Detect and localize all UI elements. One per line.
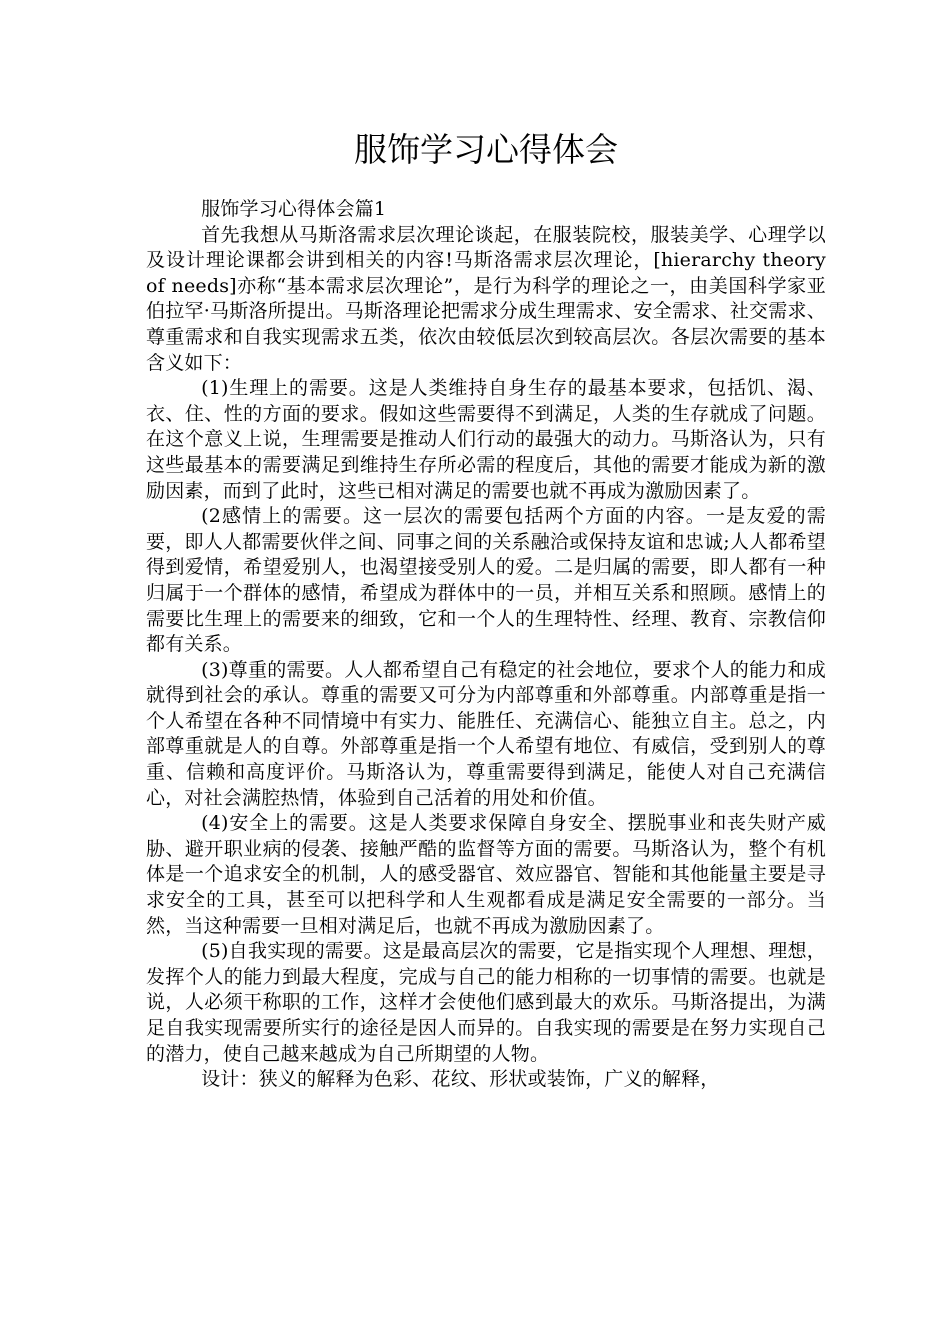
paragraph-esteem-needs: (3)尊重的需要。人人都希望自己有稳定的社会地位，要求个人的能力和成就得到社会的承认。尊重的需要又可分为内部尊重和外部尊重。内部尊重是指一个人希望在各种不同情境中有实力、能胜任、充满信心、能独立自主。总之，内部尊重就是人的自尊。外部尊重是指一个人希望有地位、有威信，受到别人的尊重、信赖和高度评价。马斯洛认为，尊重需要得到满足，能使人对自己充满信心，对社会满腔热情，体验到自己活着的用处和价值。 (146, 658, 826, 809)
paragraph-design: 设计：狭义的解释为色彩、花纹、形状或装饰，广义的解释， (201, 1068, 720, 1091)
document-page (146, 128, 826, 1093)
section-heading: 服饰学习心得体会篇1 (201, 198, 387, 220)
paragraph-physiological-needs: (1)生理上的需要。这是人类维持自身生存的最基本要求，包括饥、渴、衣、住、性的方面的要求。假如这些需要得不到满足，人类的生存就成了问题。在这个意义上说，生理需要是推动人们行动的最强大的动力。马斯洛认为，只有这些最基本的需要满足到维持生存所必需的程度后，其他的需要才能成为新的激励因素，而到了此时，这些已相对满足的需要也就不再成为激励因素了。 (146, 377, 826, 502)
paragraph-intro: 首先我想从马斯洛需求层次理论谈起，在服装院校，服装美学、心理学以及设计理论课都会讲到相关的内容!马斯洛需求层次理论，[hierarchy theory of needs]亦称“基本需求层次理论”，是行为科学的理论之一，由美国科学家亚伯拉罕·马斯洛所提出。马斯洛理论把需求分成生理需求、安全需求、社交需求、尊重需求和自我实现需求五类，依次由较低层次到较高层次。各层次需要的基本含义如下： (146, 223, 826, 374)
paragraph-self-actualization-needs: (5)自我实现的需要。这是最高层次的需要，它是指实现个人理想、理想，发挥个人的能力到最大程度，完成与自己的能力相称的一切事情的需要。也就是说，人必须干称职的工作，这样才会使他们感到最大的欢乐。马斯洛提出，为满足自我实现需要所实行的途径是因人而异的。自我实现的需要是在努力实现自己的潜力，使自己越来越成为自己所期望的人物。 (146, 940, 826, 1065)
paragraph-emotional-needs: (2感情上的需要。这一层次的需要包括两个方面的内容。一是友爱的需要，即人人都需要伙伴之间、同事之间的关系融洽或保持友谊和忠诚;人人都希望得到爱情，希望爱别人，也渴望接受别人的爱。二是归属的需要，即人都有一种归属于一个群体的感情，希望成为群体中的一员，并相互关系和照顾。感情上的需要比生理上的需要来的细致，它和一个人的生理特性、经理、教育、宗教信仰都有关系。 (146, 505, 826, 656)
paragraph-safety-needs: (4)安全上的需要。这是人类要求保障自身安全、摆脱事业和丧失财产威胁、避开职业病的侵袭、接触严酷的监督等方面的需要。马斯洛认为，整个有机体是一个追求安全的机制，人的感受器官、效应器官、智能和其他能量主要是寻求安全的工具，甚至可以把科学和人生观都看成是满足安全需要的一部分。当然，当这种需要一旦相对满足后，也就不再成为激励因素了。 (146, 812, 826, 937)
document-title: 服饰学习心得体会 (354, 130, 618, 169)
